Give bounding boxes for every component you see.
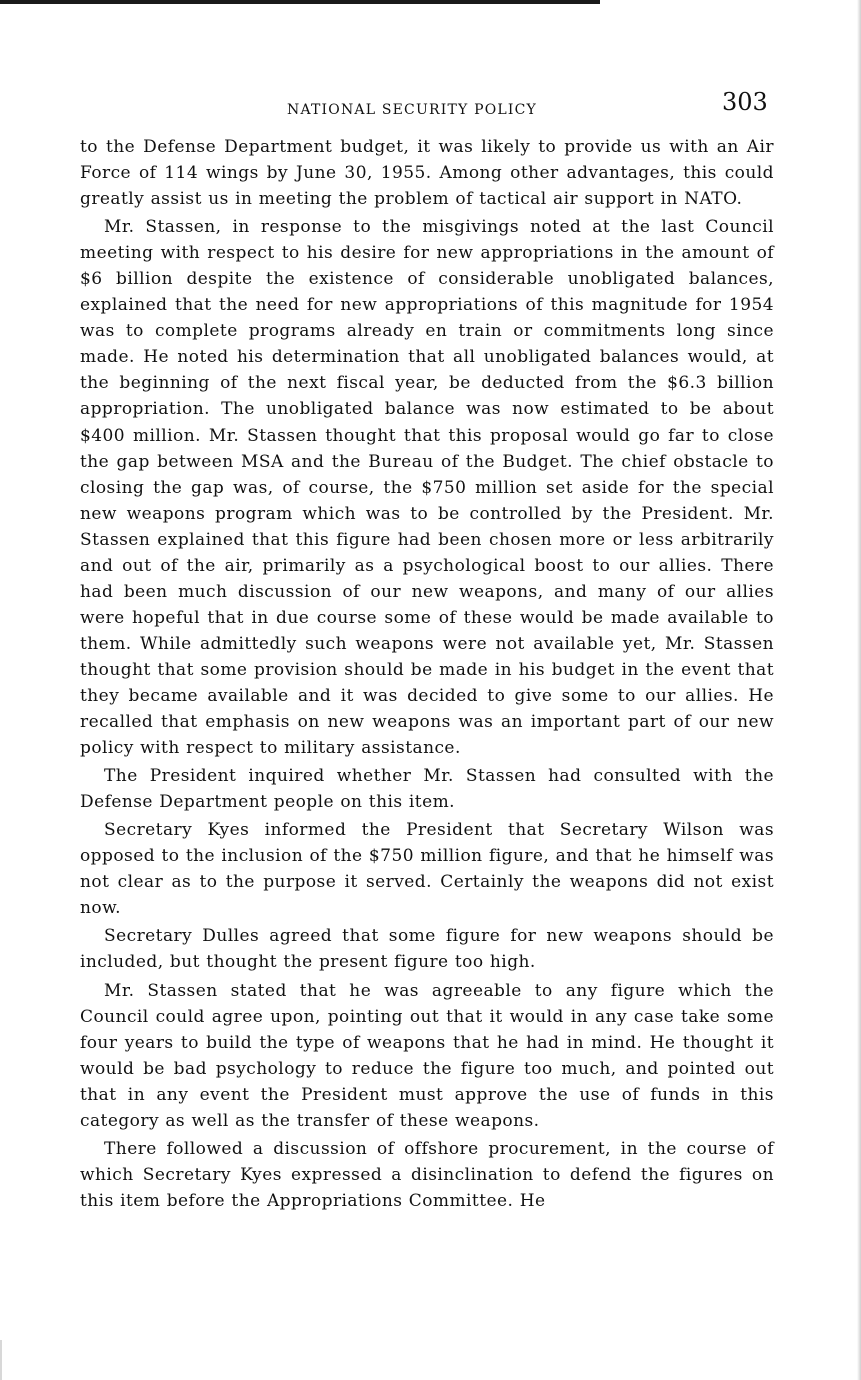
paragraph-offshore-procurement: There followed a discussion of offshore procurement, in the course of which Secretary Kyes expressed a disinclination to defend the figures on this item before the Appropriations Committee. He: [80, 1138, 774, 1211]
paragraph-stassen-agreeable: Mr. Stassen stated that he was agreeable to any figure which the Council could agree upon, pointing out that it would in any case take some four years to build the type of weapons that he had in mind. He thought it would be bad psychology to reduce the figure too much, and pointed out that in any event the President must approve the use of funds in this category as well as the transfer of these weapons.: [80, 980, 774, 1131]
document-body: [80, 134, 774, 1214]
paragraph-stassen-appropriations: Mr. Stassen, in response to the misgivings noted at the last Council meeting with respect to his desire for new appropriations in the amount of $6 billion despite the existence of considerable unobligated balances, explained that the need for new appropriations of this magnitude for 1954 was to complete programs already en train or commitments long since made. He noted his determination that all unobligated balances would, at the beginning of the next fiscal year, be deducted from the $6.3 billion appropriation. The unobligated balance was now estimated to be about $400 million. Mr. Stassen thought that this proposal would go far to close the gap between MSA and the Bureau of the Budget. The chief obstacle to closing the gap was, of course, the $750 million set aside for the special new weapons program which was to be controlled by the President. Mr. Stassen explained that this figure had been chosen more or less arbitrarily and out of the air, primarily as a psychological boost to our allies. There had been much discussion of our new weapons, and many of our allies were hopeful that in due course some of these would be made available to them. While admittedly such weapons were not available yet, Mr. Stassen thought that some provision should be made in his budget in the event that they became available and it was decided to give some to our allies. He recalled that emphasis on new weapons was an important part of our new policy with respect to military assistance.: [80, 217, 774, 759]
page-binding-edge: [857, 0, 861, 1380]
paragraph-kyes-response: Secretary Kyes informed the President that Secretary Wilson was opposed to the inclusion of the $750 million figure, and that he himself was not clear as to the purpose it served. Certainly the weapons did not exist now.: [80, 820, 774, 919]
paragraph-dulles-view: Secretary Dulles agreed that some figure for new weapons should be included, but thought the present figure too high.: [80, 926, 774, 973]
paragraph-president-inquiry: The President inquired whether Mr. Stassen had consulted with the Defense Department people on this item.: [80, 766, 774, 813]
page-scan-edge: [0, 1340, 2, 1380]
top-edge-rule: [0, 0, 600, 4]
paragraph-continued: to the Defense Department budget, it was likely to provide us with an Air Force of 114 wings by June 30, 1955. Among other advantages, this could greatly assist us in meeting the problem of tactical air support in NATO.: [80, 137, 774, 210]
page-number: 303: [722, 88, 768, 116]
running-header-title: NATIONAL SECURITY POLICY: [287, 102, 537, 118]
